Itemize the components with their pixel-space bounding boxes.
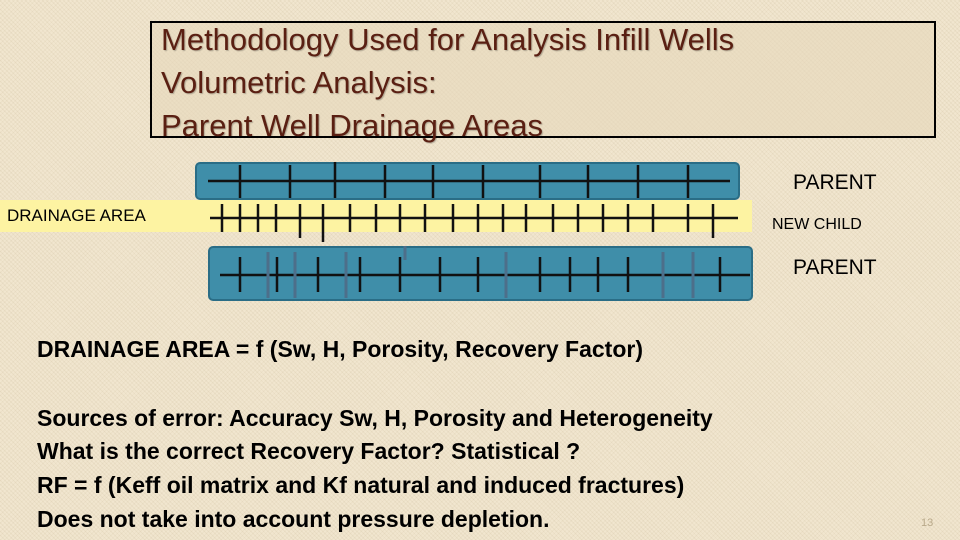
drainage-area-label: DRAINAGE AREA <box>7 206 146 225</box>
title-line-1: Methodology Used for Analysis Infill Wells <box>161 22 735 57</box>
parent-top-label: PARENT <box>793 171 877 194</box>
error-line-2: What is the correct Recovery Factor? Statistical ? <box>37 438 581 464</box>
title-line-2: Volumetric Analysis: <box>161 65 437 100</box>
title-line-3: Parent Well Drainage Areas <box>161 108 543 143</box>
parent-top-fractures <box>208 162 730 198</box>
new-child-label: NEW CHILD <box>772 216 862 233</box>
new-child-fractures <box>210 204 738 242</box>
error-line-3: RF = f (Keff oil matrix and Kf natural and induced fractures) <box>37 472 685 498</box>
error-line-1: Sources of error: Accuracy Sw, H, Porosity and Heterogeneity <box>37 405 713 431</box>
drainage-equation: DRAINAGE AREA = f (Sw, H, Porosity, Recovery Factor) <box>37 336 643 362</box>
error-line-4: Does not take into account pressure depletion. <box>37 506 550 532</box>
page-number: 13 <box>921 517 934 529</box>
parent-bottom-label: PARENT <box>793 256 877 279</box>
parent-bottom-fractures <box>220 257 750 292</box>
